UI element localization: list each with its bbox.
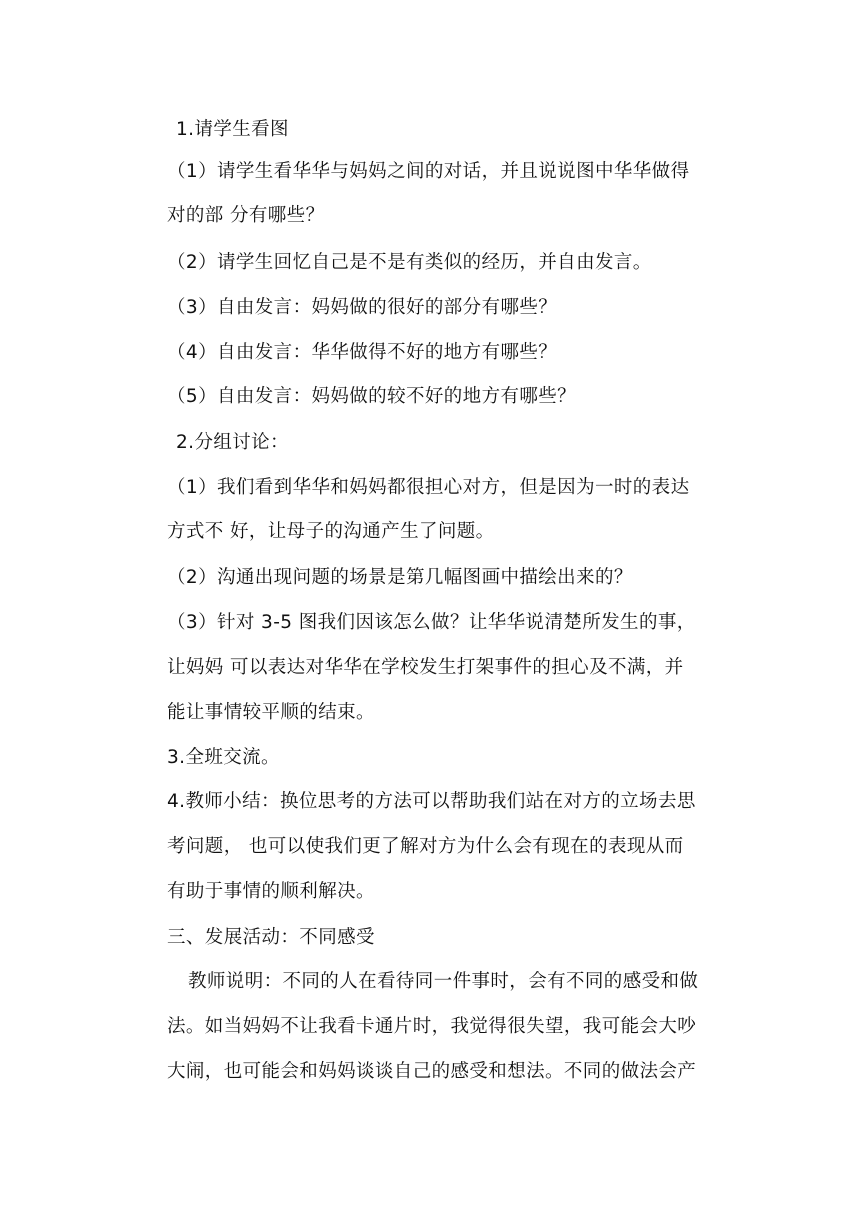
- paragraph-line: （1）我们看到华华和妈妈都很担心对方，但是因为一时的表达: [167, 477, 690, 498]
- step-2-heading: 2.分组讨论：: [176, 432, 289, 453]
- paragraph-line: 对的部 分有哪些？: [167, 205, 325, 226]
- paragraph-line: （5）自由发言：妈妈做的较不好的地方有哪些？: [167, 386, 577, 407]
- step-3-heading: 3.全班交流。: [167, 747, 280, 768]
- paragraph-line: 大闹，也可能会和妈妈谈谈自己的感受和想法。不同的做法会产: [167, 1061, 697, 1082]
- paragraph-line: 法。如当妈妈不让我看卡通片时，我觉得很失望，我可能会大吵: [167, 1016, 697, 1037]
- step-1-heading: 1.请学生看图: [176, 119, 289, 140]
- paragraph-line: （1）请学生看华华与妈妈之间的对话，并且说说图中华华做得: [167, 161, 690, 182]
- paragraph-line: （2）沟通出现问题的场景是第几幅图画中描绘出来的？: [167, 567, 633, 588]
- paragraph-line: （3）自由发言：妈妈做的很好的部分有哪些？: [167, 297, 558, 318]
- paragraph-line: （4）自由发言：华华做得不好的地方有哪些？: [167, 342, 558, 363]
- section-heading: 三、发展活动：不同感受: [167, 927, 375, 948]
- step-4-heading: 4.教师小结：换位思考的方法可以帮助我们站在对方的立场去思: [167, 791, 696, 812]
- paragraph-line: 考问题， 也可以使我们更了解对方为什么会有现在的表现从而: [167, 836, 684, 857]
- paragraph-line: 教师说明：不同的人在看待同一件事时，会有不同的感受和做: [188, 971, 699, 992]
- paragraph-line: 能让事情较平顺的结束。: [167, 702, 375, 723]
- paragraph-line: 方式不 好，让母子的沟通产生了问题。: [167, 521, 495, 542]
- paragraph-line: （2）请学生回忆自己是不是有类似的经历，并自由发言。: [167, 252, 652, 273]
- paragraph-line: 有助于事情的顺利解决。: [167, 881, 375, 902]
- paragraph-line: 让妈妈 可以表达对华华在学校发生打架事件的担心及不满，并: [167, 657, 684, 678]
- paragraph-line: （3）针对 3-5 图我们因该怎么做？让华华说清楚所发生的事，: [167, 612, 696, 633]
